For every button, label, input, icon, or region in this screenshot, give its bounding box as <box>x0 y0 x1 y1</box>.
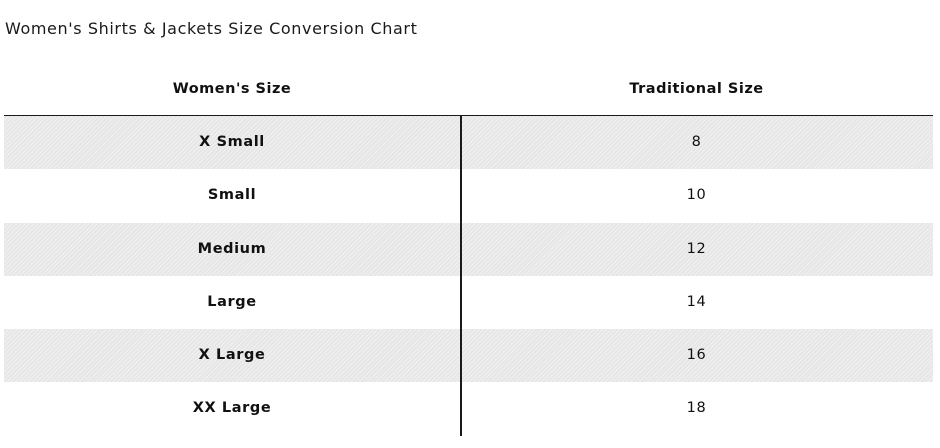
traditional-size-cell: 12 <box>686 240 707 257</box>
page-title: Women's Shirts & Jackets Size Conversion Chart <box>5 19 418 38</box>
womens-size-cell: X Large <box>198 347 266 364</box>
table-row <box>4 276 933 329</box>
traditional-size-cell: 18 <box>686 400 707 417</box>
table-row <box>4 223 933 276</box>
womens-size-cell: XX Large <box>192 400 272 417</box>
womens-size-cell: X Small <box>199 134 265 150</box>
column-divider <box>460 116 462 436</box>
table-header <box>4 62 933 116</box>
header-traditional-size: Traditional Size <box>629 81 764 97</box>
traditional-size-cell: 8 <box>691 134 702 150</box>
traditional-size-cell: 14 <box>686 293 707 310</box>
traditional-size-cell: 16 <box>686 347 707 364</box>
table-row <box>4 382 933 435</box>
header-womens-size: Women's Size <box>172 81 292 97</box>
womens-size-cell: Large <box>207 293 257 310</box>
table-row <box>4 169 933 222</box>
womens-size-cell: Small <box>207 187 257 204</box>
traditional-size-cell: 10 <box>686 187 707 204</box>
table-row <box>4 329 933 382</box>
womens-size-cell: Medium <box>197 240 267 257</box>
table-row <box>4 116 933 169</box>
table-body <box>4 116 933 436</box>
size-conversion-table <box>4 62 933 436</box>
